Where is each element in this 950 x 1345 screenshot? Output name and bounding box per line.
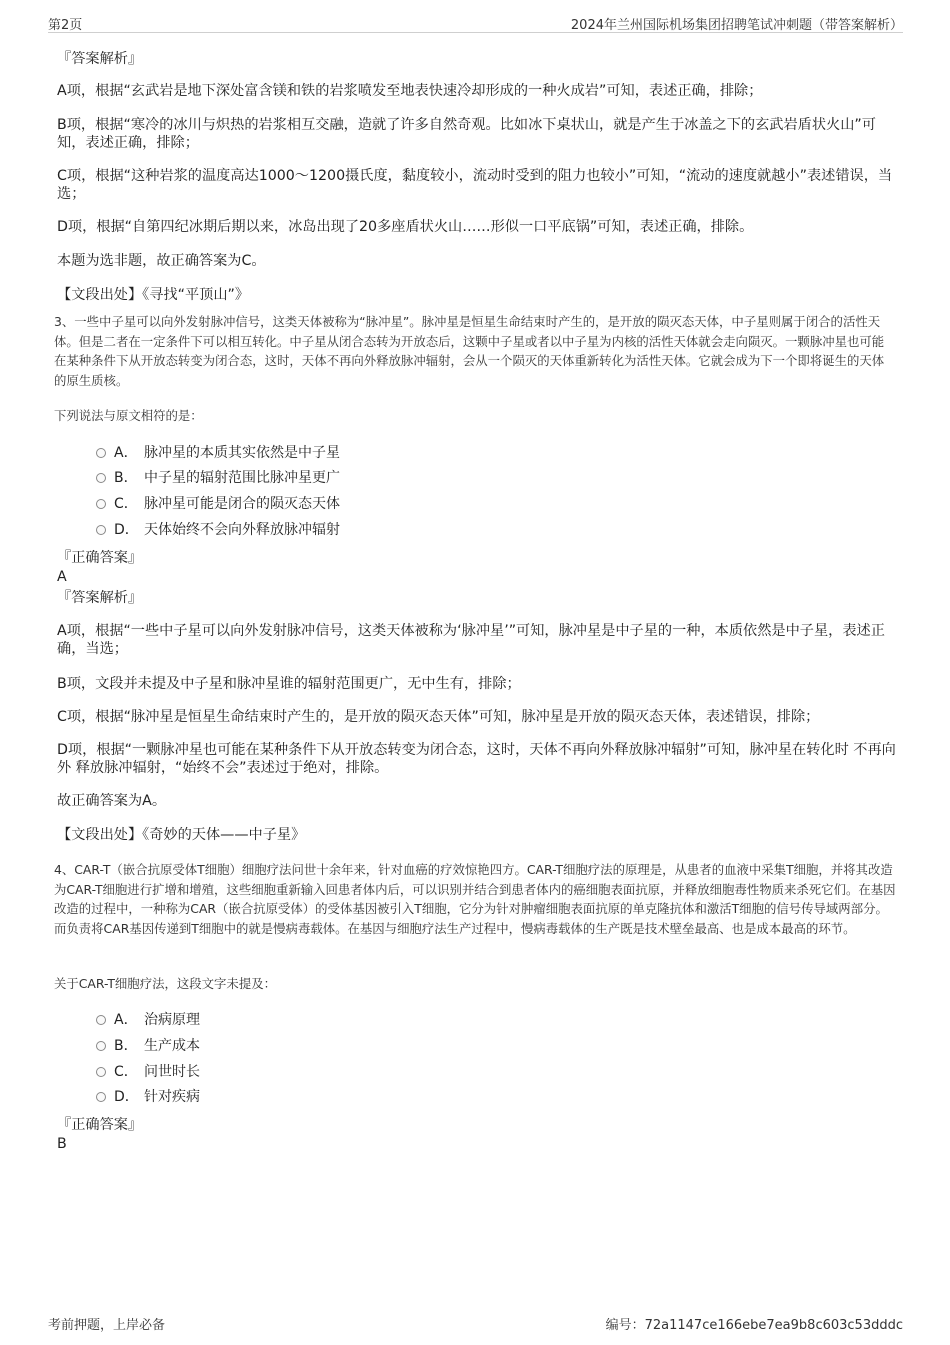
radio-icon[interactable] (96, 1041, 106, 1051)
q3-analysis-a: A项，根据“一些中子星可以向外发射脉冲信号，这类天体被称为‘脉冲星’”可知，脉冲星是中子星的一种，本质依然是中子星，表述正确，当选； (57, 623, 885, 657)
q3-source: 【文段出处】《奇妙的天体——中子星》 (57, 827, 306, 843)
q3-analysis-d: D项，根据“一颗脉冲星也可能在某种条件下从开放态转变为闭合态，这时，天体不再向外释放脉冲辐射”可知，脉冲星在转化时 不再向外 释放脉冲辐射，“始终不会”表述过于绝对，排除。 (57, 742, 896, 776)
document-code (606, 1314, 903, 1333)
q3-option-d[interactable]: D． 天体始终不会向外释放脉冲辐射 (96, 521, 340, 539)
radio-icon[interactable] (96, 525, 106, 535)
q2-analysis-label: 『答案解析』 (57, 51, 143, 67)
q2-analysis-a: A项，根据“玄武岩是地下深处富含镁和铁的岩浆喷发至地表快速冷却形成的一种火成岩”可知，表述正确，排除； (57, 83, 763, 99)
q3-option-c[interactable]: C． 脉冲星可能是闭合的陨灭态天体 (96, 495, 340, 513)
q2-analysis-d: D项，根据“自第四纪冰期后期以来，冰岛出现了20多座盾状火山……形似一口平底锅”可知，表述正确，排除。 (57, 219, 754, 235)
radio-icon[interactable] (96, 499, 106, 509)
footer-slogan: 考前押题，上岸必备 (48, 1318, 166, 1333)
q3-answer: A (57, 569, 67, 585)
q4-passage: 4、CAR-T（嵌合抗原受体T细胞）细胞疗法问世十余年来，针对血癌的疗效惊艳四方。CAR-T细胞疗法的原理是，从患者的血液中采集T细胞，并将其改造为CAR-T细胞进行扩增和增殖，这些细胞重新输入回患者体内后，可以识别并结合到患者体内的癌细胞表面抗原，并释放细胞毒性物质来杀死它们。在基因改造的过程中，一种称为CAR（嵌合抗原受体）的受体基因被引入T细胞，它分为针对肿瘤细胞表面抗原的单克隆抗体和激活T细胞的信号传导域两部分。而负责将CAR基因传递到T细胞中的就是慢病毒载体。在基因与细胞疗法生产过程中，慢病毒载体的生产既是技术壁垒最高、也是成本最高的环节。 (54, 862, 896, 936)
q4-option-c[interactable]: C． 问世时长 (96, 1063, 200, 1081)
radio-icon[interactable] (96, 448, 106, 458)
q4-option-b[interactable]: B． 生产成本 (96, 1037, 200, 1055)
radio-icon[interactable] (96, 473, 106, 483)
code-label: 编号： (605, 1318, 645, 1333)
q4-option-d[interactable]: D． 针对疾病 (96, 1088, 200, 1106)
code-value: 72a1147ce166ebe7ea9b8c603c53dddc (644, 1318, 903, 1333)
radio-icon[interactable] (96, 1015, 106, 1025)
q4-question: 关于CAR-T细胞疗法，这段文字未提及： (54, 976, 276, 991)
q3-option-a[interactable]: A． 脉冲星的本质其实依然是中子星 (96, 444, 340, 462)
q4-answer: B (57, 1136, 67, 1152)
radio-icon[interactable] (96, 1067, 106, 1077)
q3-analysis-label: 『答案解析』 (57, 590, 143, 606)
q3-analysis-b: B项，文段并未提及中子星和脉冲星谁的辐射范围更广，无中生有，排除； (57, 676, 521, 692)
q2-analysis-b: B项，根据“寒冷的冰川与炽热的岩浆相互交融，造就了许多自然奇观。比如冰下桌状山，就是产生于冰盖之下的玄武岩盾状火山”可知，表述正确，排除； (57, 117, 876, 151)
q3-option-b[interactable]: B． 中子星的辐射范围比脉冲星更广 (96, 469, 340, 487)
q2-analysis-c: C项，根据“这种岩浆的温度高达1000～1200摄氏度，黏度较小，流动时受到的阻力也较小”可知，“流动的速度就越小”表述错误，当选； (57, 168, 893, 202)
radio-icon[interactable] (96, 1092, 106, 1102)
q2-conclusion: 本题为选非题，故正确答案为C。 (57, 253, 266, 269)
page-number: 第2页 (48, 18, 83, 33)
q3-conclusion: 故正确答案为A。 (57, 793, 167, 809)
document-title: 2024年兰州国际机场集团招聘笔试冲刺题（带答案解析） (570, 18, 903, 33)
q4-option-a[interactable]: A． 治病原理 (96, 1011, 200, 1029)
q4-answer-label: 『正确答案』 (57, 1117, 143, 1133)
q3-answer-label: 『正确答案』 (57, 550, 143, 566)
q3-passage: 3、一些中子星可以向外发射脉冲信号，这类天体被称为“脉冲星”。脉冲星是恒星生命结束时产生的，是开放的陨灭态天体，中子星则属于闭合的活性天体。但是二者在一定条件下可以相互转化。中子星从闭合态转为开放态后，这颗中子星或者以中子星为内核的活性天体就会走向陨灭。一颗脉冲星也可能在某种条件下从开放态转变为闭合态，这时，天体不再向外释放脉冲辐射，会从一个陨灭的天体重新转化为活性天体。它就会成为下一个即将诞生的天体的原生质核。 (54, 314, 885, 388)
q3-question: 下列说法与原文相符的是： (54, 408, 203, 423)
q3-analysis-c: C项，根据“脉冲星是恒星生命结束时产生的，是开放的陨灭态天体”可知，脉冲星是开放的陨灭态天体，表述错误，排除； (57, 709, 820, 725)
page-header (48, 14, 903, 33)
q2-source: 【文段出处】《寻找“平顶山”》 (57, 287, 250, 303)
